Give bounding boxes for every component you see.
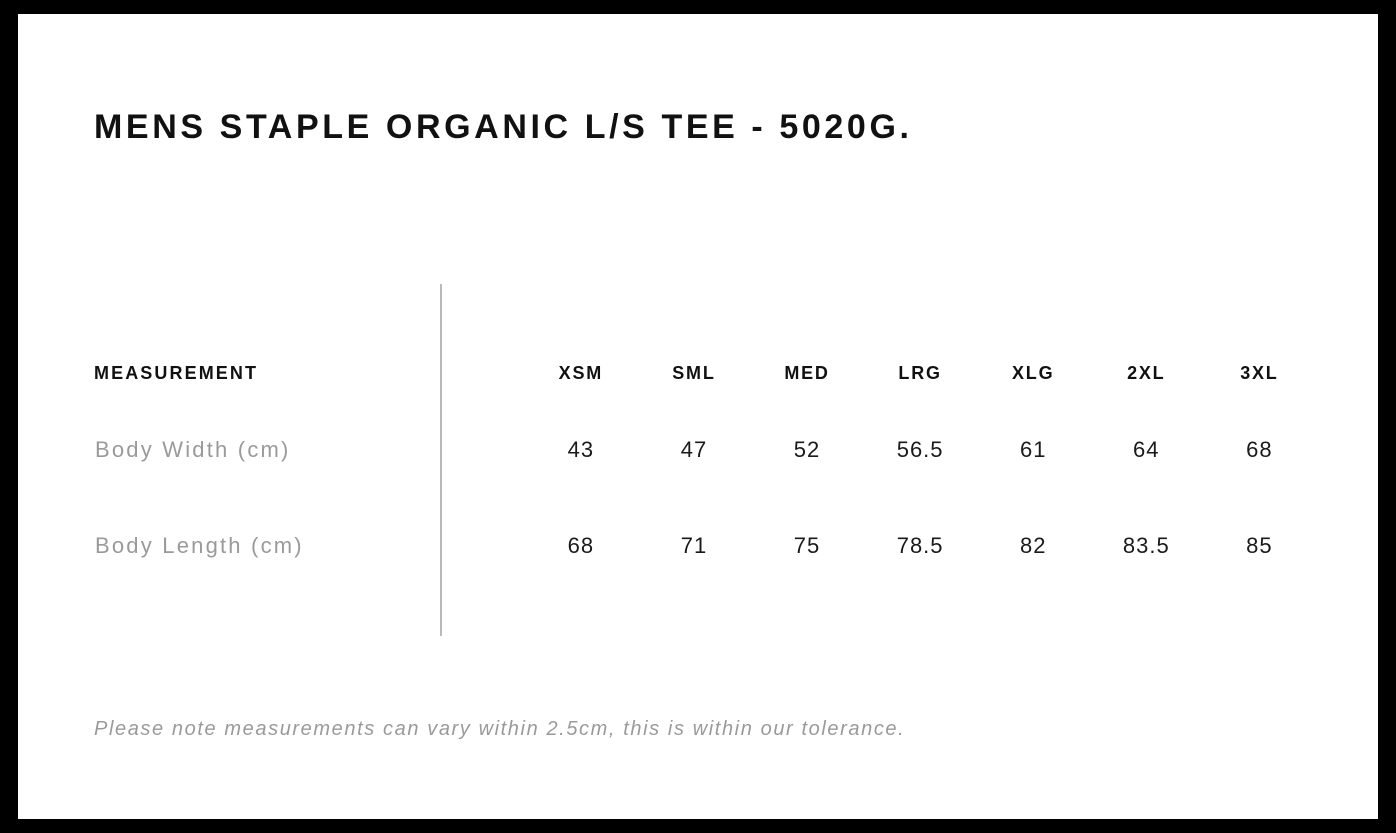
column-header-3xl: 3XL — [1240, 362, 1279, 383]
cell-body-length-med: 75 — [793, 533, 821, 558]
cell-body-length-xsm: 68 — [567, 533, 595, 558]
cell-body-width-lrg: 56.5 — [896, 437, 944, 462]
table-row — [94, 498, 1316, 594]
size-chart-card — [18, 14, 1378, 819]
column-header-xsm: XSM — [558, 362, 604, 383]
page-title: MENS STAPLE ORGANIC L/S TEE - 5020G. — [94, 108, 913, 146]
cell-body-width-sml: 47 — [680, 437, 708, 462]
table-header — [94, 344, 1316, 402]
column-header-med: MED — [784, 362, 830, 383]
cell-body-width-med: 52 — [793, 437, 821, 462]
cell-body-width-2xl: 64 — [1133, 437, 1160, 462]
row-label-body-width: Body Width (cm) — [95, 437, 291, 462]
column-header-lrg: LRG — [898, 362, 942, 383]
size-chart-table — [94, 344, 1316, 594]
table-body — [94, 402, 1316, 594]
column-header-measurement: MEASUREMENT — [94, 362, 259, 383]
cell-body-length-sml: 71 — [680, 533, 708, 558]
column-header-2xl: 2XL — [1127, 362, 1166, 383]
cell-body-length-2xl: 83.5 — [1122, 533, 1170, 558]
cell-body-width-xlg: 61 — [1019, 437, 1047, 462]
cell-body-length-lrg: 78.5 — [896, 533, 944, 558]
cell-body-width-xsm: 43 — [567, 437, 595, 462]
cell-body-length-3xl: 85 — [1246, 533, 1273, 558]
tolerance-note: Please note measurements can vary within 2.5cm, this is within our tolerance. — [94, 718, 906, 740]
row-label-body-length: Body Length (cm) — [95, 533, 304, 558]
column-header-sml: SML — [672, 362, 716, 383]
column-header-xlg: XLG — [1011, 362, 1055, 383]
cell-body-length-xlg: 82 — [1019, 533, 1047, 558]
cell-body-width-3xl: 68 — [1246, 437, 1273, 462]
table-row — [94, 402, 1316, 498]
table-header-row — [94, 344, 1316, 402]
